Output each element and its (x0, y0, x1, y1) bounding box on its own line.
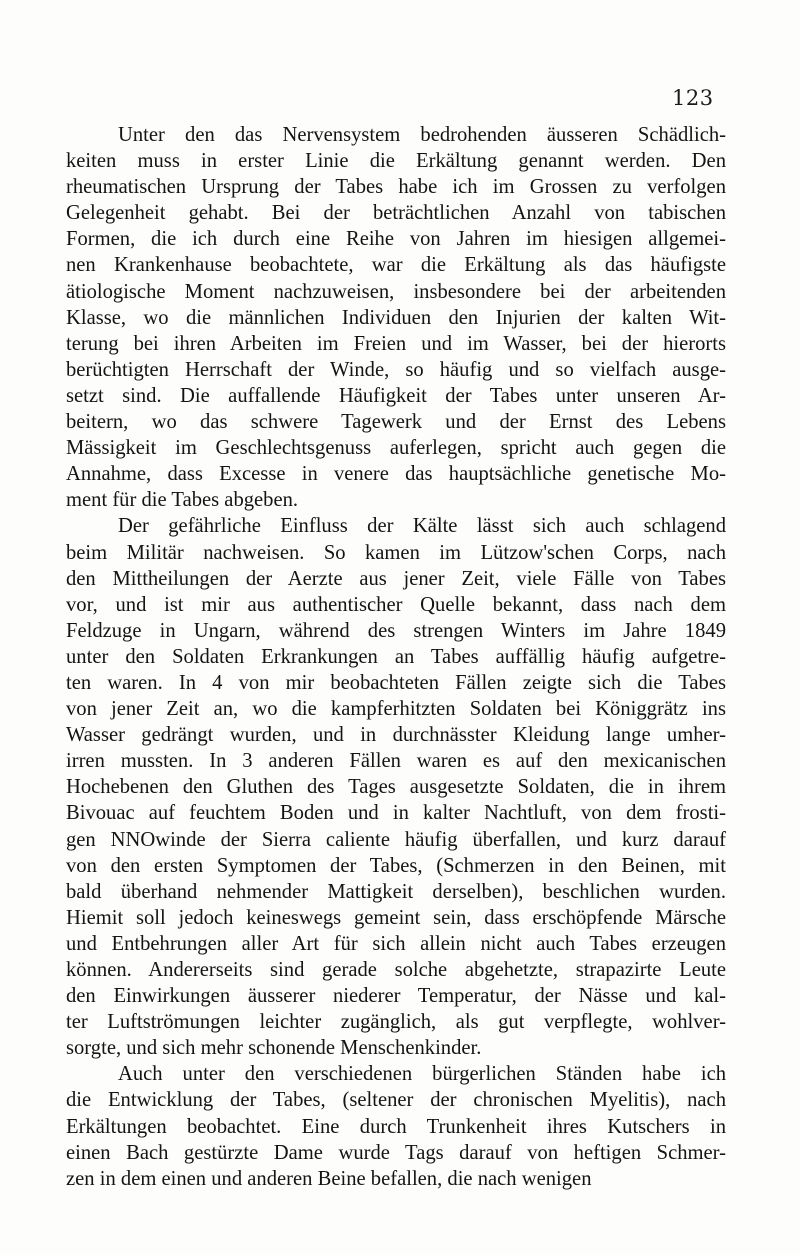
page-number: 123 (672, 86, 714, 110)
text-line: ätiologische Moment nachzuweisen, insbesondere bei der arbeitenden (66, 280, 726, 303)
text-line: zen in dem einen und anderen Beine befallen, die nach wenigen (66, 1167, 592, 1190)
text-line: die Entwicklung der Tabes, (seltener der chronischen Myelitis), nach (66, 1089, 726, 1112)
text-line: Formen, die ich durch eine Reihe von Jahren im hiesigen allgemei- (66, 228, 726, 251)
text-line: Hiemit soll jedoch keineswegs gemeint sein, dass erschöpfende Märsche (66, 906, 726, 929)
text-line: berüchtigten Herrschaft der Winde, so häufig und so vielfach ausge- (66, 358, 726, 381)
text-line: Unter den das Nervensystem bedrohenden äusseren Schädlich- (118, 124, 726, 146)
text-line: irren mussten. In 3 anderen Fällen waren es auf den mexicanischen (66, 750, 726, 773)
paragraph (66, 1061, 726, 1191)
text-line: ment für die Tabes abgeben. (66, 489, 299, 512)
text-line: von jener Zeit an, wo die kampferhitzten Soldaten bei Königgrätz ins (66, 698, 726, 721)
body-text (66, 122, 726, 1192)
text-line: von den ersten Symptomen der Tabes, (Schmerzen in den Beinen, mit (66, 854, 726, 877)
text-line: Bivouac auf feuchtem Boden und in kalter Nachtluft, von dem frosti- (66, 802, 726, 825)
text-line: bald überhand nehmender Mattigkeit derselben), beschlichen wurden. (66, 880, 726, 903)
text-line: und Entbehrungen aller Art für sich allein nicht auch Tabes erzeugen (66, 932, 726, 955)
text-line: Wasser gedrängt wurden, und in durchnässter Kleidung lange umher- (66, 724, 726, 747)
text-line: beitern, wo das schwere Tagewerk und der Ernst des Lebens (66, 411, 726, 434)
text-line: unter den Soldaten Erkrankungen an Tabes auffällig häufig aufgetre- (66, 645, 726, 668)
text-line: rheumatischen Ursprung der Tabes habe ich im Grossen zu verfolgen (66, 176, 726, 199)
text-line: Mässigkeit im Geschlechtsgenuss auferlegen, spricht auch gegen die (66, 437, 726, 460)
text-line: Der gefährliche Einfluss der Kälte lässt sich auch schlagend (118, 515, 726, 538)
text-line: den Mittheilungen der Aerzte aus jener Zeit, viele Fälle von Tabes (66, 567, 726, 590)
text-line: einen Bach gestürzte Dame wurde Tags darauf von heftigen Schmer- (66, 1141, 726, 1164)
text-line: nen Krankenhause beobachtete, war die Erkältung als das häufigste (66, 254, 726, 277)
text-line: setzt sind. Die auffallende Häufigkeit der Tabes unter unseren Ar- (66, 384, 726, 407)
text-line: Auch unter den verschiedenen bürgerlichen Ständen habe ich (118, 1063, 726, 1086)
text-line: vor, und ist mir aus authentischer Quelle bekannt, dass nach dem (66, 593, 726, 616)
text-line: den Einwirkungen äusserer niederer Temperatur, der Nässe und kal- (66, 985, 726, 1008)
paragraph (66, 122, 726, 513)
text-line: können. Andererseits sind gerade solche abgehetzte, strapazirte Leute (66, 959, 726, 981)
text-line: Gelegenheit gehabt. Bei der beträchtlichen Anzahl von tabischen (66, 202, 726, 225)
text-line: Annahme, dass Excesse in venere das hauptsächliche genetische Mo- (66, 463, 726, 486)
text-line: keiten muss in erster Linie die Erkältung genannt werden. Den (66, 150, 726, 173)
text-line: beim Militär nachweisen. So kamen im Lützow'schen Corps, nach (66, 541, 726, 564)
paragraph (66, 513, 726, 1061)
text-line: sorgte, und sich mehr schonende Menschenkinder. (66, 1037, 482, 1060)
text-line: Feldzuge in Ungarn, während des strengen Winters im Jahre 1849 (66, 619, 726, 642)
text-line: Klasse, wo die männlichen Individuen den Injurien der kalten Wit- (66, 306, 726, 329)
text-line: terung bei ihren Arbeiten im Freien und im Wasser, bei der hierorts (66, 332, 726, 355)
text-line: Hochebenen den Gluthen des Tages ausgesetzte Soldaten, die in ihrem (66, 776, 726, 799)
text-line: Erkältungen beobachtet. Eine durch Trunkenheit ihres Kutschers in (66, 1115, 726, 1138)
text-line: ter Luftströmungen leichter zugänglich, als gut verpflegte, wohlver- (66, 1011, 726, 1034)
text-line: ten waren. In 4 von mir beobachteten Fällen zeigte sich die Tabes (66, 671, 726, 694)
text-line: gen NNOwinde der Sierra caliente häufig überfallen, und kurz darauf (66, 828, 726, 851)
